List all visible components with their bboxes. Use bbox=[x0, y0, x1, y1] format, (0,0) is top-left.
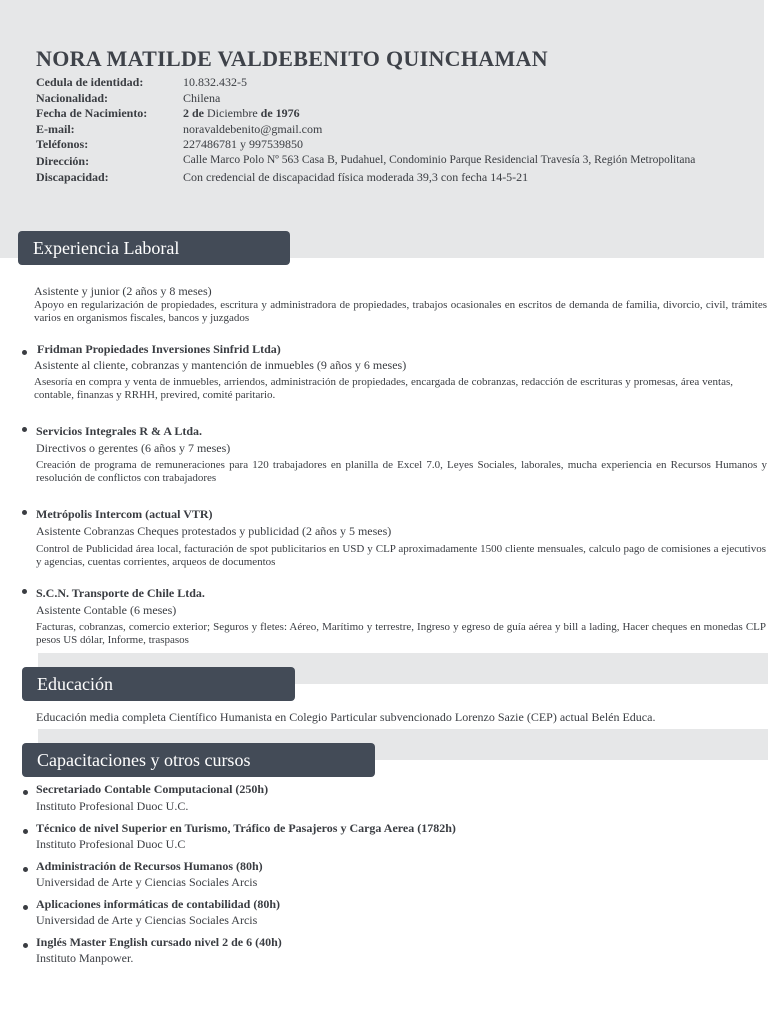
bullet-icon bbox=[23, 867, 28, 872]
course-name: Administración de Recursos Humanos (80h) bbox=[36, 859, 263, 873]
info-value: noravaldebenito@gmail.com bbox=[183, 122, 323, 136]
info-label: Cedula de identidad: bbox=[36, 75, 144, 89]
candidate-name: NORA MATILDE VALDEBENITO QUINCHAMAN bbox=[36, 46, 548, 71]
info-label: Nacionalidad: bbox=[36, 91, 109, 105]
info-value: Con credencial de discapacidad física moderada 39,3 con fecha 14-5-21 bbox=[183, 170, 529, 184]
job-role: Asistente Contable (6 meses) bbox=[36, 603, 177, 617]
info-value bbox=[183, 106, 300, 121]
info-label: Fecha de Nacimiento: bbox=[36, 106, 148, 120]
bullet-icon bbox=[22, 510, 27, 515]
bullet-icon bbox=[22, 350, 27, 355]
course-name: Secretariado Contable Computacional (250h) bbox=[36, 782, 269, 796]
section-header-education: Educación bbox=[22, 667, 295, 701]
job-description: Control de Publicidad área local, facturación de spot publicitarios en USD y CLP aproximadamente 1500 cliente mensuales, calculo pago de comisiones a ejecutivos y agencias, cuentas corrientes, arqueos de documentos bbox=[36, 543, 766, 568]
job-company: S.C.N. Transporte de Chile Ltda. bbox=[36, 586, 205, 600]
section-header-experience: Experiencia Laboral bbox=[18, 231, 290, 265]
job-description: Asesoría en compra y venta de inmuebles, arriendos, administración de propiedades, encargada de cobranzas, redacción de escrituras y promesas, área ventas, contable, finanzas y RRHH, previred, comité paritario. bbox=[34, 376, 733, 401]
section-header-courses: Capacitaciones y otros cursos bbox=[22, 743, 375, 777]
bullet-icon bbox=[22, 589, 27, 594]
header-band bbox=[0, 0, 764, 258]
course-institution: Universidad de Arte y Ciencias Sociales Arcis bbox=[36, 875, 258, 889]
job-role: Directivos o gerentes (6 años y 7 meses) bbox=[36, 441, 231, 455]
course-institution: Instituto Profesional Duoc U.C bbox=[36, 837, 186, 851]
info-value: Calle Marco Polo Nº 563 Casa B, Pudahuel, Condominio Parque Residencial Travesía 3, Región Metropolitana bbox=[183, 154, 696, 166]
info-label: Dirección: bbox=[36, 154, 90, 168]
info-label: Discapacidad: bbox=[36, 170, 109, 184]
course-name: Técnico de nivel Superior en Turismo, Tráfico de Pasajeros y Carga Aerea (1782h) bbox=[36, 821, 456, 835]
education-text: Educación media completa Científico Humanista en Colegio Particular subvencionado Lorenzo Sazie (CEP) actual Belén Educa. bbox=[36, 710, 656, 724]
job-role: Asistente Cobranzas Cheques protestados y publicidad (2 años y 5 meses) bbox=[36, 524, 392, 538]
job-role: Asistente y junior (2 años y 8 meses) bbox=[34, 284, 212, 298]
info-label: E-mail: bbox=[36, 122, 75, 136]
job-company: Fridman Propiedades Inversiones Sinfrid Ltda) bbox=[37, 342, 281, 356]
job-description: Creación de programa de remuneraciones para 120 trabajadores en planilla de Excel 7.0, Leyes Sociales, laborales, mucha experiencia en Recursos Humanos y resolución de conflictos con trabajadores bbox=[36, 459, 767, 484]
info-value: Chilena bbox=[183, 91, 221, 105]
info-label: Teléfonos: bbox=[36, 137, 89, 151]
info-value: 10.832.432-5 bbox=[183, 75, 247, 89]
birth-year: de 1976 bbox=[260, 106, 300, 120]
bullet-icon bbox=[22, 427, 27, 432]
job-description: Apoyo en regularización de propiedades, escritura y administradora de propiedades, trabajos ocasionales en escritos de demanda de familia, divorcio, civil, trámites varios en organismos fiscales, bancos y juzgados bbox=[34, 299, 767, 324]
bullet-icon bbox=[23, 790, 28, 795]
bullet-icon bbox=[23, 829, 28, 834]
course-name: Aplicaciones informáticas de contabilidad (80h) bbox=[36, 897, 281, 911]
course-institution: Universidad de Arte y Ciencias Sociales Arcis bbox=[36, 913, 258, 927]
course-institution: Instituto Profesional Duoc U.C. bbox=[36, 799, 189, 813]
job-company: Servicios Integrales R & A Ltda. bbox=[36, 424, 202, 438]
bullet-icon bbox=[23, 905, 28, 910]
job-role: Asistente al cliente, cobranzas y mantención de inmuebles (9 años y 6 meses) bbox=[34, 358, 407, 372]
birth-month: Diciembre bbox=[204, 106, 261, 120]
bullet-icon bbox=[23, 943, 28, 948]
job-description: Facturas, cobranzas, comercio exterior; Seguros y fletes: Aéreo, Marítimo y terrestre, Ingreso y egreso de guía aérea y bill a lading, Hacer cheques en monedas CLP pesos US dólar, Informe, traspasos bbox=[36, 621, 766, 646]
course-name: Inglés Master English cursado nivel 2 de 6 (40h) bbox=[36, 935, 282, 949]
info-value: 227486781 y 997539850 bbox=[183, 137, 303, 151]
course-institution: Instituto Manpower. bbox=[36, 951, 134, 965]
birth-day: 2 de bbox=[183, 106, 204, 120]
job-company: Metrópolis Intercom (actual VTR) bbox=[36, 507, 213, 521]
